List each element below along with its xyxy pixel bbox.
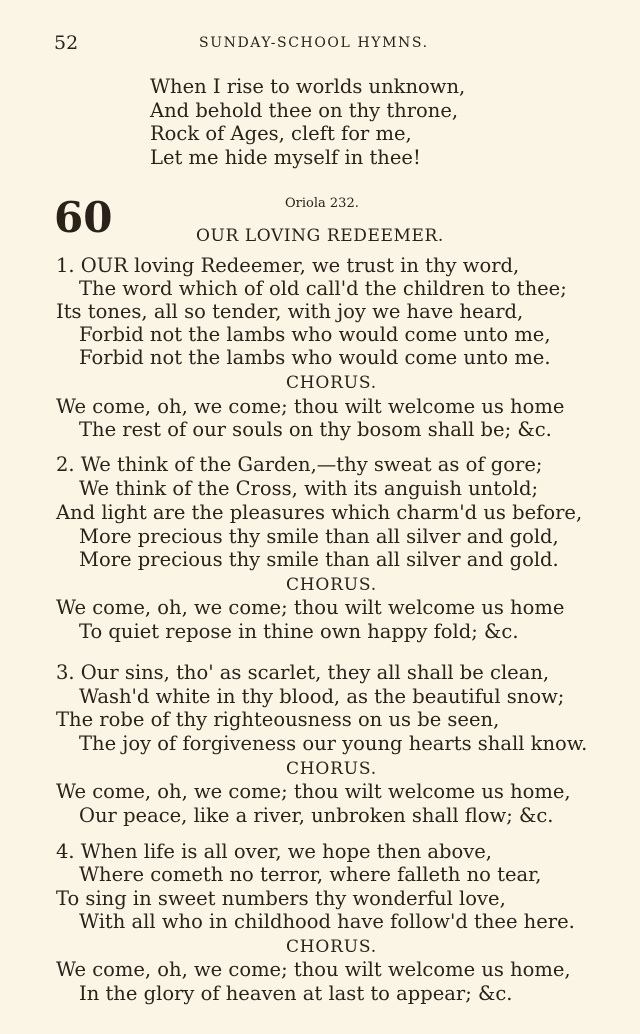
verse-line: Forbid not the lambs who would come unto me, <box>79 323 551 346</box>
chorus-line: We come, oh, we come; thou wilt welcome us home, <box>56 780 571 803</box>
chorus-line: Our peace, like a river, unbroken shall flow; &c. <box>79 804 554 827</box>
verse-line: 3. Our sins, tho' as scarlet, they all shall be clean, <box>56 661 550 684</box>
page-number: 52 <box>54 32 79 54</box>
tune-reference: Oriola 232. <box>285 196 359 211</box>
hymn-title: OUR LOVING REDEEMER. <box>196 226 444 246</box>
verse-line: Wash'd white in thy blood, as the beautiful snow; <box>79 685 565 708</box>
hymn-number: 60 <box>54 193 113 242</box>
verse-line: Its tones, all so tender, with joy we have heard, <box>56 300 524 323</box>
verse-line: The joy of forgiveness our young hearts shall know. <box>79 732 588 755</box>
continuation-line: Rock of Ages, cleft for me, <box>150 122 412 145</box>
chorus-label: CHORUS. <box>286 937 377 957</box>
verse-line: With all who in childhood have follow'd thee here. <box>79 910 575 933</box>
chorus-line: To quiet repose in thine own happy fold; &c. <box>79 620 519 643</box>
chorus-line: We come, oh, we come; thou wilt welcome us home <box>56 395 565 418</box>
verse-line: 2. We think of the Garden,—thy sweat as of gore; <box>56 453 543 476</box>
verse-line: More precious thy smile than all silver and gold. <box>79 548 559 571</box>
verse-line: More precious thy smile than all silver and gold, <box>79 525 559 548</box>
verse-line: Where cometh no terror, where falleth no tear, <box>79 863 542 886</box>
verse-line: The robe of thy righteousness on us be seen, <box>56 708 500 731</box>
page-header <box>54 32 600 54</box>
chorus-line: The rest of our souls on thy bosom shall be; &c. <box>79 418 552 441</box>
continuation-line: And behold thee on thy throne, <box>150 99 459 122</box>
chorus-label: CHORUS. <box>286 373 377 393</box>
verse-line: 4. When life is all over, we hope then above, <box>56 840 492 863</box>
running-title: SUNDAY-SCHOOL HYMNS. <box>199 35 429 51</box>
continuation-line: Let me hide myself in thee! <box>150 146 421 169</box>
verse-line: The word which of old call'd the children to thee; <box>79 277 567 300</box>
chorus-label: CHORUS. <box>286 575 377 595</box>
chorus-label: CHORUS. <box>286 759 377 779</box>
continuation-line: When I rise to worlds unknown, <box>150 75 466 98</box>
verse-line: 1. OUR loving Redeemer, we trust in thy word, <box>56 254 520 277</box>
verse-line: And light are the pleasures which charm'd us before, <box>56 501 583 524</box>
verse-line: We think of the Cross, with its anguish untold; <box>79 477 539 500</box>
chorus-line: We come, oh, we come; thou wilt welcome us home, <box>56 958 571 981</box>
verse-line: Forbid not the lambs who would come unto me. <box>79 346 551 369</box>
verse-line: To sing in sweet numbers thy wonderful love, <box>56 887 506 910</box>
chorus-line: We come, oh, we come; thou wilt welcome us home <box>56 596 565 619</box>
chorus-line: In the glory of heaven at last to appear; &c. <box>79 982 513 1005</box>
